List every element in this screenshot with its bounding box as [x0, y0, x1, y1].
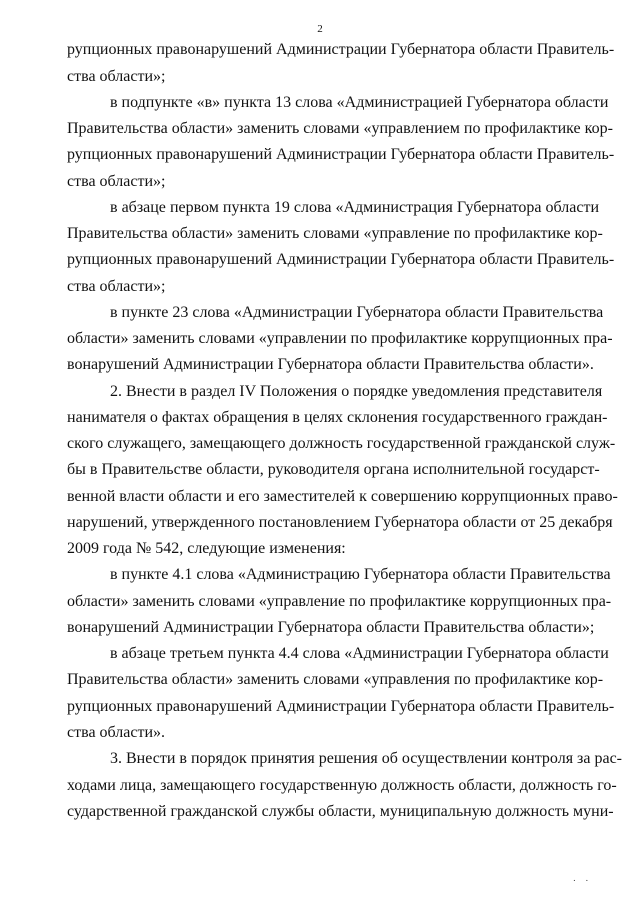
paragraph-line: 2009 года № 542, следующие изменения: [67, 540, 346, 557]
paragraph-line: вонарушений Администрации Губернатора области Правительства области». [67, 356, 594, 373]
paragraph-line: нанимателя о фактах обращения в целях склонения государственного граждан- [67, 409, 608, 426]
scan-marks: . . [573, 873, 592, 883]
paragraph-line: области» заменить словами «управление по профилактике коррупционных пра- [67, 593, 612, 610]
paragraph-line: вонарушений Администрации Губернатора области Правительства области»; [67, 619, 595, 636]
paragraph-line: венной власти области и его заместителей к совершению коррупционных право- [67, 488, 618, 505]
paragraph-line: сударственной гражданской службы области, муниципальную должность муни- [67, 803, 614, 820]
paragraph-line: нарушений, утвержденного постановлением Губернатора области от 25 декабря [67, 514, 613, 531]
paragraph-line: 2. Внести в раздел IV Положения о порядке уведомления представителя [110, 383, 603, 400]
paragraph-line: 3. Внести в порядок принятия решения об осуществлении контроля за рас- [110, 750, 623, 767]
paragraph-line: рупционных правонарушений Администрации Губернатора области Правитель- [67, 698, 615, 715]
paragraph-line: Правительства области» заменить словами «управлением по профилактике кор- [67, 120, 613, 137]
paragraph-line: ства области». [67, 724, 166, 741]
paragraph-line: в пункте 4.1 слова «Администрацию Губернатора области Правительства [110, 566, 611, 583]
paragraph-line: бы в Правительстве области, руководителя органа исполнительной государст- [67, 461, 600, 478]
paragraph-line: области» заменить словами «управлении по профилактике коррупционных пра- [67, 330, 613, 347]
paragraph-line: ства области»; [67, 278, 166, 295]
paragraph-line: Правительства области» заменить словами «управление по профилактике кор- [67, 225, 603, 242]
paragraph-line: рупционных правонарушений Администрации Губернатора области Правитель- [67, 251, 615, 268]
paragraph-line: в абзаце первом пункта 19 слова «Администрация Губернатора области [110, 199, 599, 216]
paragraph-line: ства области»; [67, 173, 166, 190]
paragraph-line: в подпункте «в» пункта 13 слова «Администрацией Губернатора области [110, 94, 609, 111]
page-number: 2 [317, 23, 323, 35]
paragraph-line: ства области»; [67, 68, 166, 85]
paragraph-line: рупционных правонарушений Администрации Губернатора области Правитель- [67, 41, 615, 58]
paragraph-line: в пункте 23 слова «Администрации Губернатора области Правительства [110, 304, 604, 321]
paragraph-line: ходами лица, замещающего государственную должность области, должность го- [67, 777, 617, 794]
paragraph-line: в абзаце третьем пункта 4.4 слова «Администрации Губернатора области [110, 645, 609, 662]
paragraph-line: рупционных правонарушений Администрации Губернатора области Правитель- [67, 146, 615, 163]
paragraph-line: ского служащего, замещающего должность государственной гражданской служ- [67, 435, 616, 452]
paragraph-line: Правительства области» заменить словами «управления по профилактике кор- [67, 671, 604, 688]
